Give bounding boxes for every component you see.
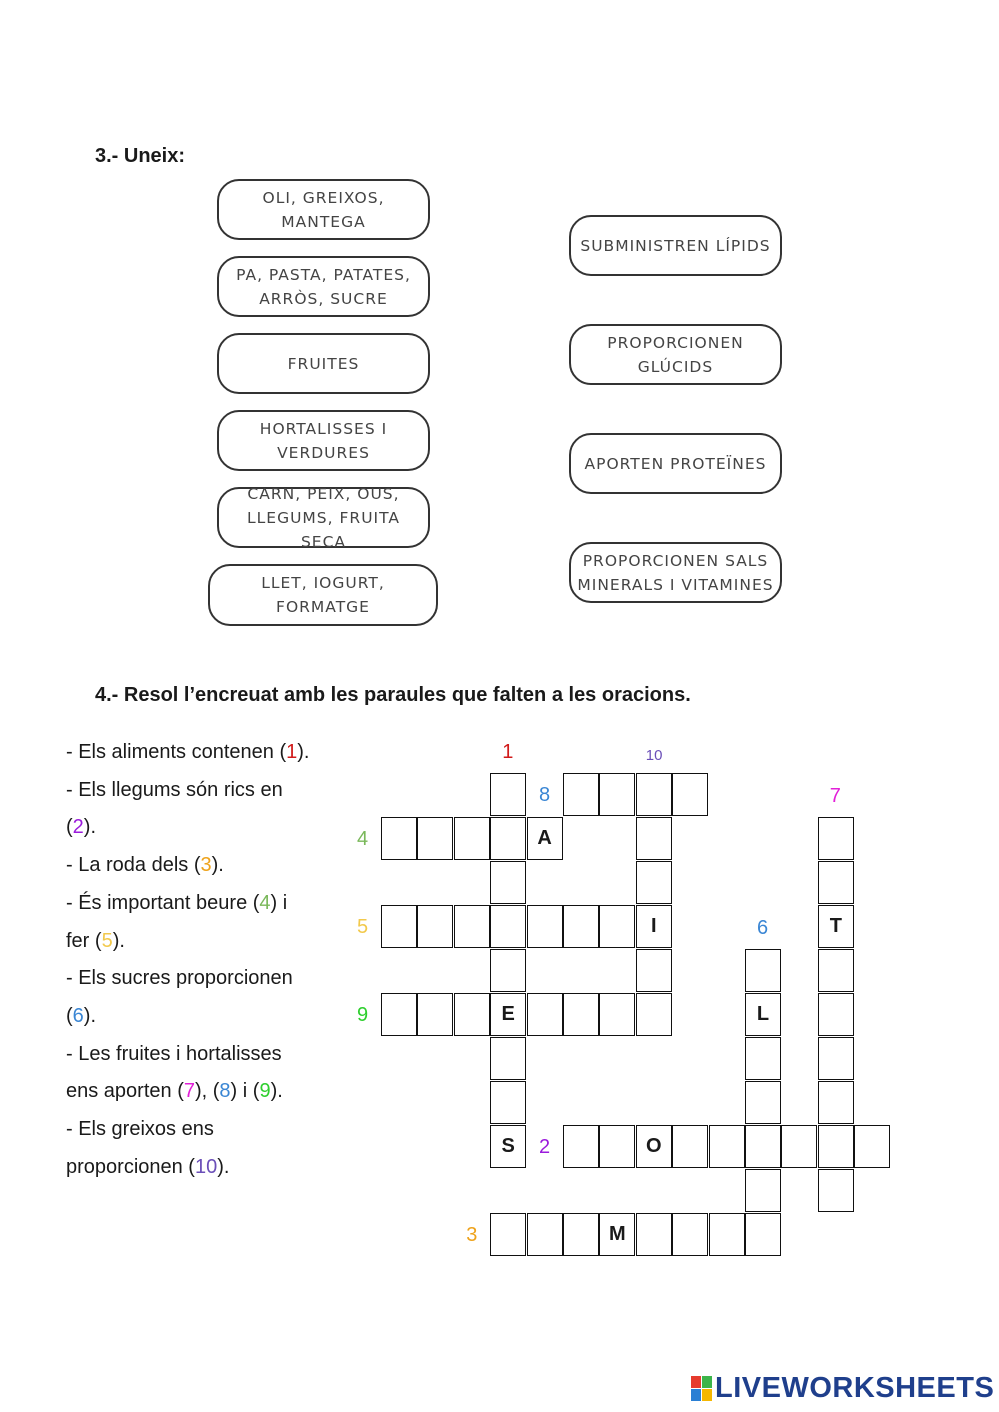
crossword-cell[interactable] (781, 1125, 817, 1168)
crossword-cell[interactable] (563, 905, 599, 948)
match-left-item[interactable] (217, 410, 430, 471)
clue-sentences (66, 734, 346, 1186)
clue-text: - Els greixos ens (66, 1118, 214, 1141)
crossword-cell[interactable] (818, 817, 854, 860)
clue-line (66, 960, 346, 998)
crossword-cell[interactable] (490, 817, 526, 860)
match-left-item[interactable] (217, 484, 430, 551)
clue-number: 10 (194, 1155, 218, 1178)
crossword-cell[interactable] (490, 1125, 526, 1168)
crossword-cell[interactable] (417, 817, 453, 860)
match-right-label: APORTEN PROTEÏNES (584, 454, 767, 473)
crossword-cell[interactable] (745, 993, 781, 1036)
match-right-item[interactable] (569, 433, 782, 494)
crossword-cell[interactable] (454, 817, 490, 860)
clue-number: 9 (259, 1080, 271, 1103)
crossword-cell[interactable] (745, 1213, 781, 1256)
crossword-cell[interactable] (818, 905, 854, 948)
match-right-label: PROPORCIONEN GLÚCIDS (607, 333, 744, 376)
crossword-cell[interactable] (454, 905, 490, 948)
crossword-cell[interactable] (599, 1125, 635, 1168)
crossword-cell[interactable] (490, 993, 526, 1036)
crossword-cell[interactable] (490, 861, 526, 904)
crossword-cell[interactable] (672, 1213, 708, 1256)
crossword-cell[interactable] (745, 949, 781, 992)
crossword-cell[interactable] (490, 773, 526, 816)
crossword-clue-number: 1 (502, 741, 514, 763)
crossword-clue-number: 8 (539, 784, 551, 806)
clue-number: 1 (286, 741, 298, 763)
clue-text: - Els llegums són rics en (66, 778, 283, 801)
clue-text: ). (83, 816, 97, 839)
clue-text: fer ( (66, 929, 102, 952)
crossword-clue-number: 10 (645, 747, 663, 764)
crossword-cell[interactable] (818, 1037, 854, 1080)
clue-number: 7 (183, 1080, 195, 1103)
match-right-label: PROPORCIONEN SALS MINERALS I VITAMINES (577, 551, 774, 594)
clue-text: - La roda dels ( (66, 854, 201, 877)
clue-line (66, 847, 346, 885)
crossword-cell[interactable] (381, 993, 417, 1036)
given-letter: M (609, 1223, 626, 1245)
crossword-cell[interactable] (818, 1081, 854, 1124)
given-letter: T (829, 915, 842, 937)
crossword-clue-number: 5 (357, 916, 369, 938)
clue-number: 5 (101, 929, 113, 952)
clue-text: - És important beure ( (66, 891, 260, 914)
crossword-clue-number: 4 (357, 828, 369, 850)
section-4-heading: 4.- Resol l’encreuat amb les paraules que falten a les oracions. (95, 684, 691, 706)
crossword-cell[interactable] (563, 773, 599, 816)
crossword-clue-number: 7 (829, 785, 841, 807)
clue-text: proporcionen ( (66, 1155, 195, 1178)
crossword-cell[interactable] (854, 1125, 890, 1168)
crossword-cell[interactable] (636, 773, 672, 816)
clue-number: 3 (200, 854, 212, 877)
given-letter: I (651, 915, 657, 937)
crossword-cell[interactable] (745, 1125, 781, 1168)
crossword-clue-number: 3 (466, 1224, 478, 1246)
crossword-cell[interactable] (490, 1037, 526, 1080)
clue-text: - Els sucres proporcionen (66, 967, 293, 990)
crossword-cell[interactable] (818, 1169, 854, 1212)
clue-text: ), ( (194, 1080, 220, 1103)
clue-number: 6 (72, 1004, 84, 1027)
crossword-cell[interactable] (672, 1125, 708, 1168)
clue-line (66, 923, 346, 961)
clue-text: ). (270, 1080, 283, 1103)
crossword-cell[interactable] (599, 1213, 635, 1256)
crossword-cell[interactable] (745, 1081, 781, 1124)
given-letter: E (501, 1003, 515, 1025)
clue-text: ens aporten ( (66, 1080, 184, 1103)
clue-number: 4 (259, 891, 271, 914)
crossword-cell[interactable] (818, 993, 854, 1036)
crossword-cell[interactable] (563, 1125, 599, 1168)
crossword-cell[interactable] (599, 905, 635, 948)
match-left-label: FRUITES (287, 354, 360, 373)
clue-text: ) i ( (230, 1080, 260, 1103)
match-right-item[interactable] (569, 215, 782, 276)
crossword-cell[interactable] (636, 1213, 672, 1256)
crossword-cell[interactable] (709, 1213, 745, 1256)
crossword-cell[interactable] (636, 817, 672, 860)
crossword-cell[interactable] (636, 949, 672, 992)
clue-line (66, 1073, 346, 1111)
match-left-item[interactable] (217, 333, 430, 394)
match-left-label: PA, PASTA, PATATES, ARRÒS, SUCRE (236, 265, 411, 308)
crossword-cell[interactable] (745, 1037, 781, 1080)
match-right-item[interactable] (569, 542, 782, 603)
crossword-cell[interactable] (490, 905, 526, 948)
clue-text: ( (66, 816, 73, 839)
crossword-cell[interactable] (636, 905, 672, 948)
crossword-cell[interactable] (490, 949, 526, 992)
crossword-cell[interactable] (599, 993, 635, 1036)
clue-line (66, 1036, 346, 1074)
given-letter: A (537, 827, 552, 849)
crossword-cell[interactable] (636, 1125, 672, 1168)
given-letter: L (756, 1003, 770, 1025)
crossword-cell[interactable] (490, 1081, 526, 1124)
crossword-cell[interactable] (563, 1213, 599, 1256)
crossword-cell[interactable] (490, 1213, 526, 1256)
clue-number: 8 (219, 1080, 231, 1103)
crossword-clue-number: 2 (539, 1136, 551, 1158)
crossword-clue-number: 9 (357, 1004, 369, 1026)
clue-line (66, 998, 346, 1036)
crossword-cell[interactable] (527, 817, 563, 860)
crossword-cell[interactable] (454, 993, 490, 1036)
logo-mark-icon (691, 1376, 712, 1401)
crossword-cell[interactable] (745, 1169, 781, 1212)
match-left-label: OLI, GREIXOS, MANTEGA (262, 188, 385, 231)
clue-text: - Els aliments contenen ( (66, 741, 287, 763)
match-left-label: LLET, IOGURT, FORMATGE (261, 574, 385, 616)
clue-line (66, 1111, 346, 1149)
clue-text: ). (211, 854, 224, 877)
clue-text: ). (83, 1004, 97, 1027)
clue-line (66, 809, 346, 847)
clue-text: ). (297, 741, 310, 763)
crossword-cell[interactable] (636, 993, 672, 1036)
clue-line (66, 772, 346, 810)
match-right-item[interactable] (569, 324, 782, 385)
section-3-heading: 3.- Uneix: (95, 145, 186, 167)
crossword-cell[interactable] (818, 1125, 854, 1168)
clue-line (66, 885, 346, 923)
given-letter: O (646, 1135, 662, 1157)
match-left-item[interactable] (208, 564, 438, 626)
crossword-cell[interactable] (599, 773, 635, 816)
liveworksheets-logo (691, 1372, 994, 1405)
crossword-cell[interactable] (381, 817, 417, 860)
clue-line (66, 734, 346, 772)
crossword-cell[interactable] (527, 905, 563, 948)
given-letter: S (501, 1135, 515, 1157)
clue-line (66, 1149, 346, 1187)
match-left-label: HORTALISSES I VERDURES (259, 419, 388, 462)
clue-text: - Les fruites i hortalisses (66, 1042, 282, 1065)
crossword-clue-number: 6 (757, 917, 769, 939)
match-left-item[interactable] (217, 256, 430, 317)
crossword-cell[interactable] (417, 993, 453, 1036)
clue-number: 2 (72, 816, 84, 839)
crossword-cell[interactable] (636, 861, 672, 904)
match-left-label: CARN, PEIX, OUS, LLEGUMS, FRUITA SECA (247, 484, 400, 551)
clue-text: ) i (270, 891, 288, 914)
clue-text: ). (217, 1155, 230, 1178)
match-right-label: SUBMINISTREN LÍPIDS (580, 236, 771, 255)
logo-text: LIVEWORKSHEETS (715, 1372, 995, 1404)
crossword-cell[interactable] (563, 993, 599, 1036)
crossword-cell[interactable] (527, 993, 563, 1036)
crossword-cell[interactable] (709, 1125, 745, 1168)
crossword-cell[interactable] (672, 773, 708, 816)
match-left-item[interactable] (217, 179, 430, 240)
clue-text: ( (66, 1004, 73, 1027)
crossword-cell[interactable] (527, 1213, 563, 1256)
clue-text: ). (112, 929, 125, 952)
crossword-cell[interactable] (818, 861, 854, 904)
crossword-cell[interactable] (381, 905, 417, 948)
crossword-cell[interactable] (417, 905, 453, 948)
crossword-cell[interactable] (818, 949, 854, 992)
